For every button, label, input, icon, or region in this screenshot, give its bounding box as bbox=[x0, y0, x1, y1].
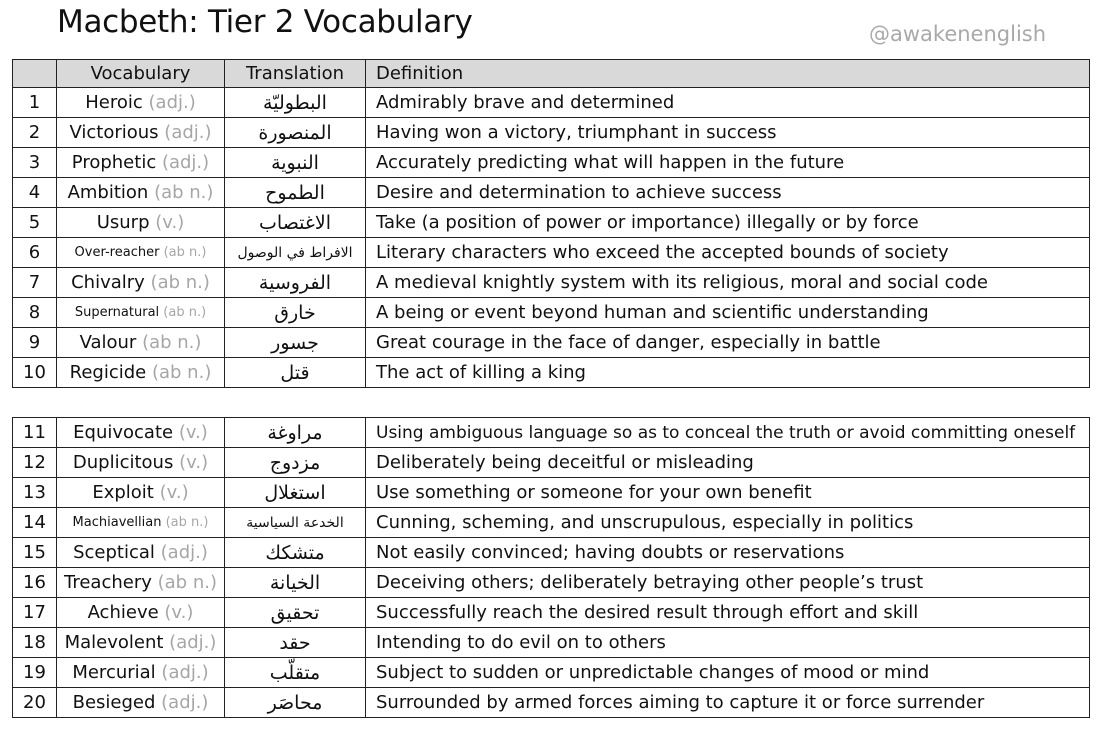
table-row bbox=[13, 658, 1090, 688]
row-number: 11 bbox=[13, 418, 57, 448]
part-of-speech: (adj.) bbox=[164, 122, 212, 143]
definition-cell: Accurately predicting what will happen in the future bbox=[366, 148, 1090, 178]
vocabulary-cell bbox=[57, 628, 225, 658]
vocabulary-word: Sceptical bbox=[73, 542, 155, 563]
translation-cell: الفروسية bbox=[225, 268, 366, 298]
part-of-speech: (ab n.) bbox=[163, 245, 207, 260]
vocabulary-word: Treachery bbox=[64, 572, 152, 593]
vocabulary-cell bbox=[57, 568, 225, 598]
translation-cell: مزدوج bbox=[225, 448, 366, 478]
row-number: 14 bbox=[13, 508, 57, 538]
table-row bbox=[13, 148, 1090, 178]
definition-cell: Intending to do evil on to others bbox=[366, 628, 1090, 658]
vocabulary-cell bbox=[57, 88, 225, 118]
vocabulary-cell bbox=[57, 478, 225, 508]
part-of-speech: (ab n.) bbox=[142, 332, 202, 353]
row-number: 19 bbox=[13, 658, 57, 688]
part-of-speech: (adj.) bbox=[148, 92, 196, 113]
translation-cell: الخدعة السياسية bbox=[225, 508, 366, 538]
vocabulary-cell bbox=[57, 328, 225, 358]
definition-cell: Take (a position of power or importance) illegally or by force bbox=[366, 208, 1090, 238]
row-number: 6 bbox=[13, 238, 57, 268]
table-row bbox=[13, 358, 1090, 388]
vocabulary-word: Supernatural bbox=[74, 305, 160, 320]
part-of-speech: (adj.) bbox=[160, 542, 208, 563]
table-row bbox=[13, 448, 1090, 478]
translation-cell: متقلّب bbox=[225, 658, 366, 688]
definition-cell: Desire and determination to achieve success bbox=[366, 178, 1090, 208]
translation-cell: مراوغة bbox=[225, 418, 366, 448]
translation-cell: محاصَر bbox=[225, 688, 366, 718]
definition-cell: Subject to sudden or unpredictable changes of mood or mind bbox=[366, 658, 1090, 688]
definition-cell: Literary characters who exceed the accepted bounds of society bbox=[366, 238, 1090, 268]
row-number: 10 bbox=[13, 358, 57, 388]
translation-header: Translation bbox=[225, 60, 366, 88]
vocabulary-cell bbox=[57, 178, 225, 208]
translation-cell: المنصورة bbox=[225, 118, 366, 148]
vocabulary-table-2 bbox=[12, 417, 1090, 718]
vocabulary-header: Vocabulary bbox=[57, 60, 225, 88]
vocabulary-word: Besieged bbox=[72, 692, 156, 713]
vocabulary-cell bbox=[57, 208, 225, 238]
table-row bbox=[13, 478, 1090, 508]
definition-cell: Deliberately being deceitful or misleading bbox=[366, 448, 1090, 478]
table-row bbox=[13, 268, 1090, 298]
part-of-speech: (v.) bbox=[164, 602, 194, 623]
part-of-speech: (adj.) bbox=[161, 662, 209, 683]
translation-cell: قتل bbox=[225, 358, 366, 388]
translation-cell: الطموح bbox=[225, 178, 366, 208]
table-row bbox=[13, 418, 1090, 448]
table-row bbox=[13, 238, 1090, 268]
vocabulary-table-1 bbox=[12, 59, 1090, 388]
translation-cell: الافراط في الوصول bbox=[225, 238, 366, 268]
row-number: 12 bbox=[13, 448, 57, 478]
vocabulary-cell bbox=[57, 418, 225, 448]
vocabulary-cell bbox=[57, 688, 225, 718]
translation-cell: استغلال bbox=[225, 478, 366, 508]
vocabulary-word: Valour bbox=[79, 332, 137, 353]
translation-cell: تحقيق bbox=[225, 598, 366, 628]
table-row bbox=[13, 88, 1090, 118]
vocabulary-word: Usurp bbox=[96, 212, 150, 233]
table-header-row bbox=[13, 60, 1090, 88]
vocabulary-word: Victorious bbox=[69, 122, 159, 143]
translation-cell: جسور bbox=[225, 328, 366, 358]
row-number: 16 bbox=[13, 568, 57, 598]
vocabulary-word: Malevolent bbox=[64, 632, 164, 653]
definition-cell: Great courage in the face of danger, especially in battle bbox=[366, 328, 1090, 358]
part-of-speech: (v.) bbox=[178, 422, 208, 443]
row-number: 8 bbox=[13, 298, 57, 328]
translation-cell: حقد bbox=[225, 628, 366, 658]
vocabulary-word: Mercurial bbox=[72, 662, 156, 683]
vocabulary-cell bbox=[57, 118, 225, 148]
row-number: 20 bbox=[13, 688, 57, 718]
definition-cell: Use something or someone for your own benefit bbox=[366, 478, 1090, 508]
definition-cell: Deceiving others; deliberately betraying other people’s trust bbox=[366, 568, 1090, 598]
row-number: 3 bbox=[13, 148, 57, 178]
table-row bbox=[13, 598, 1090, 628]
definition-cell: Using ambiguous language so as to conceal the truth or avoid committing oneself bbox=[366, 418, 1090, 448]
vocabulary-cell bbox=[57, 358, 225, 388]
table-row bbox=[13, 118, 1090, 148]
vocabulary-cell bbox=[57, 298, 225, 328]
table-row bbox=[13, 508, 1090, 538]
table-row bbox=[13, 538, 1090, 568]
row-number: 17 bbox=[13, 598, 57, 628]
vocabulary-word: Ambition bbox=[67, 182, 149, 203]
row-number: 18 bbox=[13, 628, 57, 658]
table-row bbox=[13, 208, 1090, 238]
vocabulary-word: Chivalry bbox=[71, 272, 145, 293]
row-number: 15 bbox=[13, 538, 57, 568]
part-of-speech: (ab n.) bbox=[154, 182, 214, 203]
page-title: Macbeth: Tier 2 Vocabulary bbox=[57, 4, 473, 40]
part-of-speech: (ab n.) bbox=[151, 362, 212, 383]
row-number: 2 bbox=[13, 118, 57, 148]
translation-cell: متشكك bbox=[225, 538, 366, 568]
definition-cell: Having won a victory, triumphant in success bbox=[366, 118, 1090, 148]
vocabulary-word: Achieve bbox=[87, 602, 159, 623]
translation-cell: البطوليّة bbox=[225, 88, 366, 118]
definition-cell: Cunning, scheming, and unscrupulous, especially in politics bbox=[366, 508, 1090, 538]
vocabulary-word: Machiavellian bbox=[72, 515, 162, 530]
part-of-speech: (ab n.) bbox=[150, 272, 210, 293]
vocabulary-word: Equivocate bbox=[73, 422, 174, 443]
vocabulary-cell bbox=[57, 658, 225, 688]
table-row bbox=[13, 688, 1090, 718]
table-row bbox=[13, 568, 1090, 598]
translation-cell: الخيانة bbox=[225, 568, 366, 598]
part-of-speech: (v.) bbox=[159, 482, 189, 503]
row-number: 1 bbox=[13, 88, 57, 118]
definition-cell: Admirably brave and determined bbox=[366, 88, 1090, 118]
part-of-speech: (adj.) bbox=[161, 692, 209, 713]
table-row bbox=[13, 298, 1090, 328]
vocabulary-cell bbox=[57, 268, 225, 298]
vocabulary-cell bbox=[57, 238, 225, 268]
translation-cell: النبوية bbox=[225, 148, 366, 178]
vocabulary-word: Duplicitous bbox=[72, 452, 174, 473]
vocabulary-word: Regicide bbox=[69, 362, 147, 383]
part-of-speech: (ab n.) bbox=[157, 572, 217, 593]
table-row bbox=[13, 628, 1090, 658]
translation-cell: خارق bbox=[225, 298, 366, 328]
part-of-speech: (v.) bbox=[155, 212, 185, 233]
vocabulary-word: Exploit bbox=[92, 482, 154, 503]
vocabulary-word: Over-reacher bbox=[74, 245, 160, 260]
author-handle: @awakenenglish bbox=[869, 22, 1047, 46]
part-of-speech: (ab n.) bbox=[163, 305, 207, 320]
vocabulary-cell bbox=[57, 598, 225, 628]
vocabulary-cell bbox=[57, 448, 225, 478]
vocabulary-cell bbox=[57, 508, 225, 538]
vocabulary-word: Heroic bbox=[85, 92, 143, 113]
number-header bbox=[13, 60, 57, 88]
definition-cell: A medieval knightly system with its religious, moral and social code bbox=[366, 268, 1090, 298]
vocabulary-cell bbox=[57, 538, 225, 568]
definition-cell: A being or event beyond human and scientific understanding bbox=[366, 298, 1090, 328]
part-of-speech: (v.) bbox=[179, 452, 209, 473]
row-number: 7 bbox=[13, 268, 57, 298]
definition-header: Definition bbox=[366, 60, 1090, 88]
table-row bbox=[13, 178, 1090, 208]
translation-cell: الاغتصاب bbox=[225, 208, 366, 238]
table-row bbox=[13, 328, 1090, 358]
part-of-speech: (adj.) bbox=[169, 632, 217, 653]
definition-cell: Not easily convinced; having doubts or reservations bbox=[366, 538, 1090, 568]
part-of-speech: (ab n.) bbox=[165, 515, 209, 530]
row-number: 4 bbox=[13, 178, 57, 208]
row-number: 9 bbox=[13, 328, 57, 358]
row-number: 13 bbox=[13, 478, 57, 508]
definition-cell: Surrounded by armed forces aiming to capture it or force surrender bbox=[366, 688, 1090, 718]
definition-cell: Successfully reach the desired result through effort and skill bbox=[366, 598, 1090, 628]
vocabulary-word: Prophetic bbox=[71, 152, 157, 173]
definition-cell: The act of killing a king bbox=[366, 358, 1090, 388]
row-number: 5 bbox=[13, 208, 57, 238]
part-of-speech: (adj.) bbox=[161, 152, 210, 173]
vocabulary-cell bbox=[57, 148, 225, 178]
